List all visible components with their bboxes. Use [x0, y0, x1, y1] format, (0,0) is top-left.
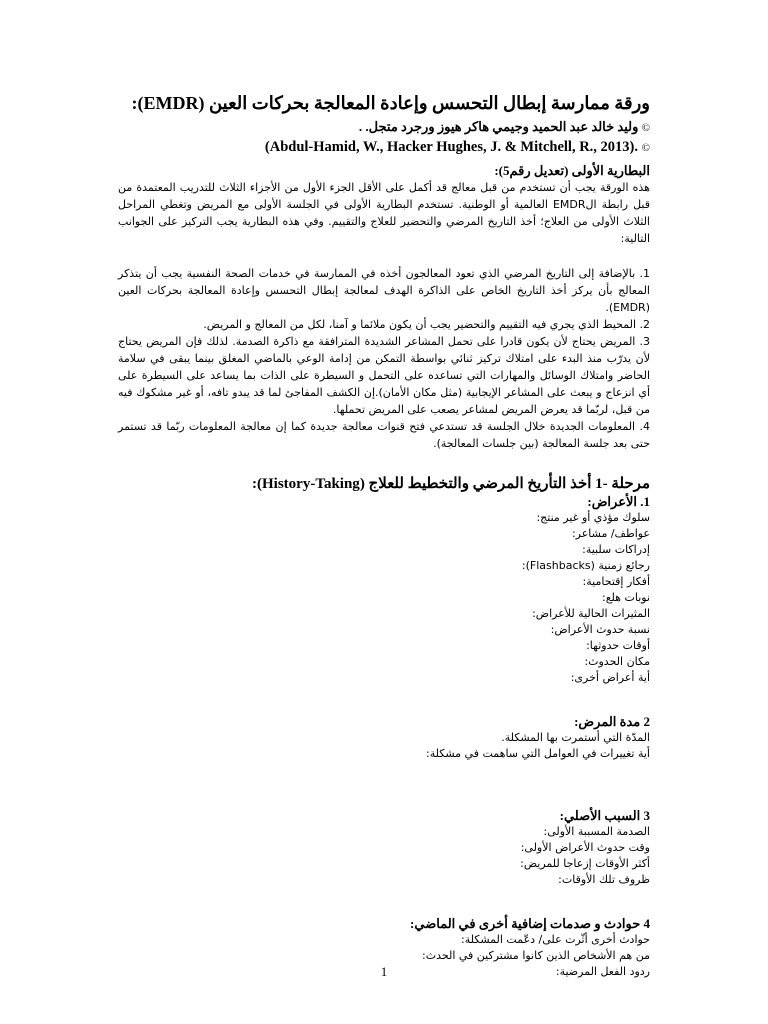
list-item: ظروف تلك الأوقات:	[558, 873, 650, 886]
list-item: ردود الفعل المرضية:	[555, 965, 650, 978]
list-item: وقت حدوث الأعراض الأولى:	[520, 841, 650, 854]
list-item: الصدمة المسببة الأولى:	[543, 825, 650, 838]
list-item: سلوك مؤذي أو غير منتج:	[536, 511, 650, 524]
intro-paragraph: هذه الورقة يجب أن تستخدم من قبل معالج قد أكمل على الأقل الجزء الأول من الأجزاء الثلاث للتدريب المعتمدة من قبل رابطة الEMDR العالمية أو الوطنية. تستخدم البطارية الأولى في الجلسة الأولى مع المريض وتغطي المراحل الثلاث الأولى من العلاج؛ أخذ التاريخ المرضي والتحضير للعلاج والتقييم. وفي هذه البطارية يجب التركيز على الجوانب التالية:	[118, 181, 650, 245]
list-item: أية أعراض أخرى:	[570, 671, 650, 684]
section-heading: 1. الأعراض:	[587, 494, 650, 509]
list-item: نوبات هلع:	[601, 591, 650, 604]
list-item: إدراكات سلبية:	[582, 543, 650, 556]
list-item: مكان الحدوث:	[584, 655, 650, 668]
list-item: حوادث أخرى أثّرت على/ دعّمت المشكلة:	[461, 933, 650, 946]
list-item: نسبة حدوث الأعراض:	[550, 623, 650, 636]
authors-arabic	[118, 118, 650, 137]
point-4: 4. المعلومات الجديدة خلال الجلسة قد تستدعي فتح قنوات معالجة جديدة كما إن معالجة المعلومات ربّما قد تستمر حتى بعد جلسة المعالجة (بين جلسات المعالجة).	[118, 420, 650, 450]
point-2: 2. المحيط الذي يجري فيه التقييم والتحضير يجب أن يكون ملائما و آمنا، لكل من المعالج و المريض.	[203, 318, 650, 331]
point-1: 1. بالإضافة إلى التاريخ المرضي الذي تعود المعالجون أخذه في الممارسة في خدمات الصحة النفسية يجب أن يتذكر المعالج بأن يركز أخذ التاريخ الخاص على الذاكرة الهدف لمعالجة إبطال التحسس وإعادة المعالجة بحركات العين (EMDR).	[118, 267, 650, 314]
list-item: أفكار إقتحامية:	[582, 575, 650, 588]
authors-english-text: (Abdul-Hamid, W., Hacker Hughes, J. & Mitchell, R., 2013).	[264, 139, 639, 155]
section-heading: 3 السبب الأصلي:	[559, 808, 650, 823]
stage-title: مرحلة -1 أخذ التأريخ المرضي والتخطيط للعلاج (History-Taking):	[252, 476, 650, 492]
battery-title: البطارية الأولى (تعديل رقم5):	[494, 163, 650, 178]
key-points	[118, 265, 650, 452]
list-item: أية تغييرات في العوامل التي ساهمت في مشكلة:	[426, 747, 650, 760]
list-item: المدّة التي أستمرت بها المشكلة.	[501, 731, 650, 744]
list-item: من هم الأشخاص الذين كانوا مشتركين في الحدث:	[422, 949, 650, 962]
page-number: 1	[380, 964, 388, 979]
section-heading: 2 مدة المرض:	[574, 714, 650, 729]
list-item: رجائع زمنية (Flashbacks):	[521, 559, 650, 572]
copyright-mark-en: ©	[641, 142, 650, 154]
section-heading: 4 حوادث و صدمات إضافية أخرى في الماضي:	[410, 916, 650, 931]
section-symptoms	[118, 494, 650, 686]
point-3: 3. المريض يحتاج لأن يكون قادرا على تحمل المشاعر الشديدة المترافقة مع ذاكرة الصدمة. لذلك فإن المريض يحتاج لأن يدرّب منذ البدء على امتلاك تركيز ثنائي بواسطة التمكن من إدامة الوعي بالماضي المغلق بينما يبقى في سلامة الحاضر وامتلاك الوسائل والمهارات التي تساعده على التحمل و السيطرة على الذات بما يساعد على السيطرة على أي انزعاج و يبعث على المشاعر الإيجابية (مثل مكان الأمان).إن الكشف المفاجئ لما قد يبدو تافه، أو غير مشكوك فيه من قبل، لربّما قد يعرض المريض لمشاعر يصعب على المريض تحملها.	[118, 335, 650, 416]
list-item: أكثر الأوقات إزعاجا للمريض:	[520, 857, 650, 870]
list-item: المثيرات الحالية للأعراض:	[532, 607, 650, 620]
copyright-mark: ©	[641, 122, 650, 134]
authors-english	[118, 137, 650, 158]
document-title: ورقة ممارسة إبطال التحسس وإعادة المعالجة بحركات العين (EMDR):	[131, 93, 650, 113]
section-duration	[118, 714, 650, 762]
list-item: عواطف/ مشاعر:	[571, 527, 650, 540]
section-original-cause	[118, 808, 650, 888]
authors-arabic-text: وليد خالد عبد الحميد وجيمي هاكر هيوز ورجرد متجل. .	[358, 119, 639, 134]
list-item: أوقات حدوثها:	[586, 639, 650, 652]
